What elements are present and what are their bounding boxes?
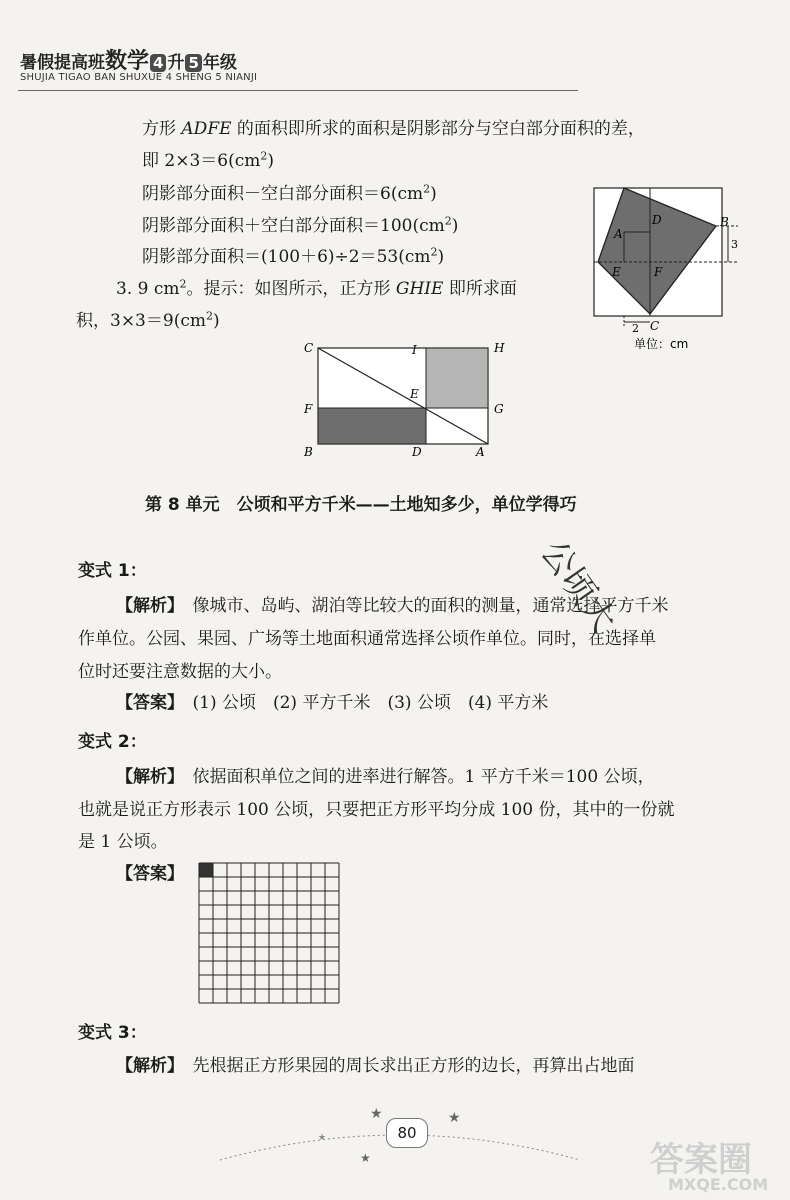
figure-rotated-square: [588, 182, 748, 352]
answer-grid: [198, 862, 342, 1006]
label-I: I: [412, 343, 417, 357]
unit-heading: 第 8 单元 公顷和平方千米——土地知多少，单位学得巧: [145, 495, 577, 515]
label-D: D: [652, 213, 662, 227]
label-C: C: [650, 319, 660, 333]
label-F: F: [304, 402, 313, 416]
handwritten-note: 公顷大: [532, 533, 624, 640]
text-line: 作单位。公园、果园、广场等土地面积通常选择公顷作单位。同时，在选择单: [78, 629, 656, 649]
variant-3-title: 变式 3：: [78, 1023, 147, 1043]
label-B: B: [304, 445, 313, 459]
text-line: 是 1 公顷。: [78, 832, 168, 852]
page-number: 80: [386, 1118, 428, 1148]
variant-2-answer-tag: 【答案】: [116, 864, 184, 884]
star-icon: ★: [318, 1133, 327, 1143]
label-A: A: [614, 227, 623, 241]
label-D: D: [412, 445, 422, 459]
figure-rectangle-diagonal: [296, 336, 518, 462]
book-title-pinyin: SHUJIA TIGAO BAN SHUXUE 4 SHENG 5 NIANJI: [20, 72, 258, 83]
text-line: 阴影部分面积$=(100+6)\div 2=53(cm^2)$: [142, 245, 445, 267]
text-line: 也就是说正方形表示 100 公顷，只要把正方形平均分成 100 份，其中的一份就: [78, 800, 675, 820]
label-C: C: [304, 341, 314, 355]
label-B: B: [720, 215, 729, 229]
text-line: 积，$3\times 3=9(cm^2)$: [76, 309, 220, 331]
book-title: 暑假提高班数学 4 升 5 年级: [20, 49, 237, 74]
star-icon: ★: [370, 1106, 383, 1122]
text-line: 方形 ADFE 的面积即所求的面积是阴影部分与空白部分面积的差，: [142, 119, 645, 139]
text-line: 3. 9 $cm^2$。提示：如图所示，正方形 GHIE 即所求面: [116, 277, 517, 299]
star-icon: ★: [360, 1151, 371, 1165]
label-A: A: [476, 445, 485, 459]
dim-3: 3: [731, 238, 738, 251]
watermark-url: MXQE.COM: [668, 1175, 769, 1194]
variant-1-answer: 【答案】 (1) 公顷 (2) 平方千米 (3) 公顷 (4) 平方米: [116, 693, 549, 713]
header-divider: [18, 90, 578, 91]
label-F: F: [654, 265, 663, 279]
dim-2: 2: [632, 322, 639, 335]
variant-3-analysis: 【解析】 先根据正方形果园的周长求出正方形的边长，再算出占地面: [116, 1056, 635, 1076]
text-line: 阴影部分面积＋空白部分面积$=100(cm^2)$: [142, 214, 459, 236]
variant-2-title: 变式 2：: [78, 732, 147, 752]
variant-2-analysis: 【解析】 依据面积单位之间的进率进行解答。1 平方千米＝100 公顷，: [116, 767, 655, 787]
watermark: 答案圈: [650, 1140, 752, 1180]
variant-1-analysis: 【解析】 像城市、岛屿、湖泊等比较大的面积的测量，通常选择平方千米: [116, 596, 669, 616]
star-icon: ★: [448, 1110, 461, 1126]
label-E: E: [612, 265, 621, 279]
text-line: 位时还要注意数据的大小。: [78, 662, 282, 682]
shaded-cell: [199, 863, 213, 877]
label-G: G: [494, 402, 504, 416]
unit-label: 单位：cm: [634, 337, 689, 351]
text-line: 阴影部分面积－空白部分面积$=6(cm^2)$: [142, 182, 437, 204]
variant-1-title: 变式 1：: [78, 561, 147, 581]
label-E: E: [410, 387, 419, 401]
text-line: 即 $2\times 3=6(cm^2)$: [142, 149, 275, 171]
label-H: H: [494, 341, 505, 355]
